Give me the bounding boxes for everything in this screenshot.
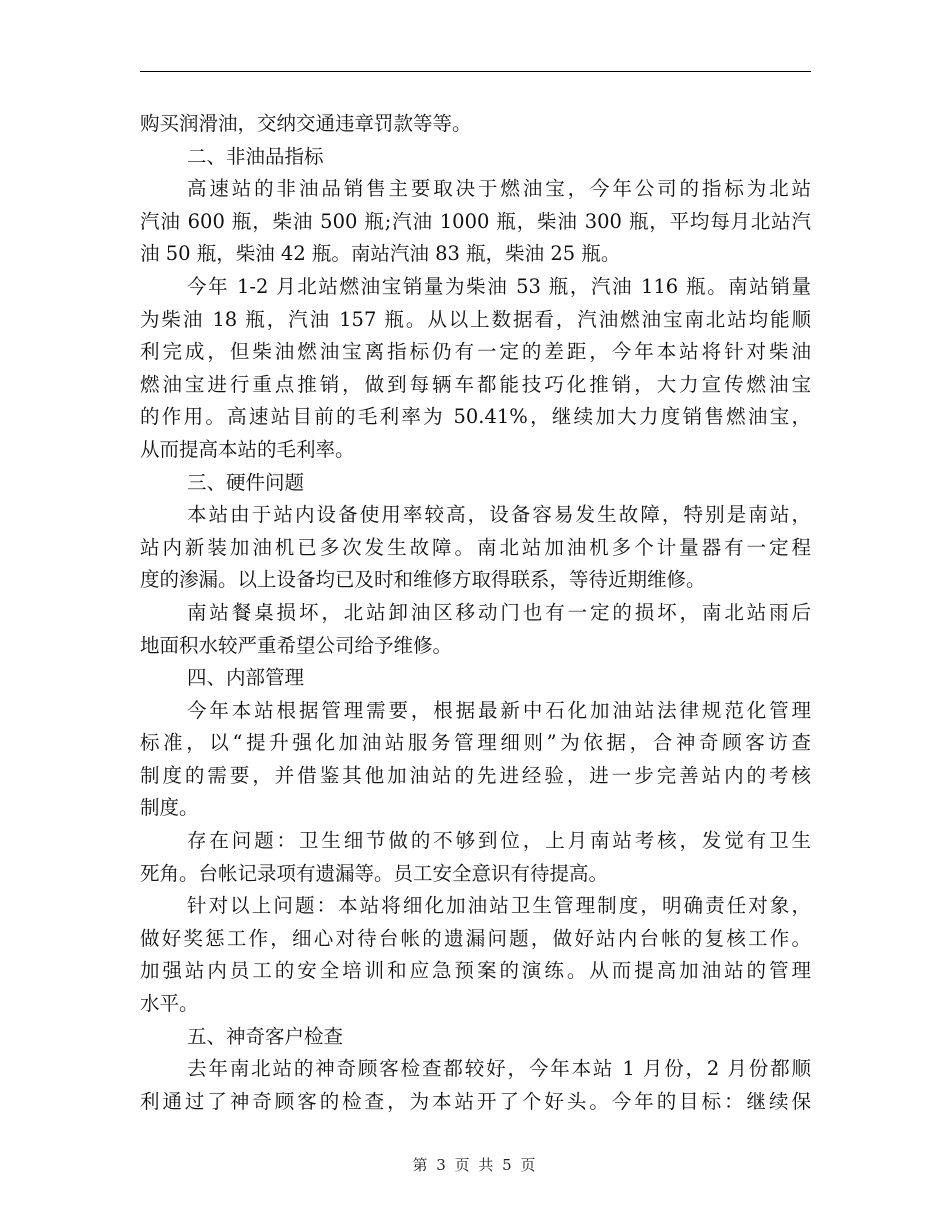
text-line: 针对以上问题：本站将细化加油站卫生管理制度，明确责任对象， (187, 894, 811, 918)
page-number: 第 3 页 共 5 页 (412, 1156, 538, 1174)
text-line: 利通过了神奇顾客的检查，为本站开了个好头。今年的目标：继续保 (140, 1089, 811, 1113)
text-line: 水平。 (140, 992, 199, 1016)
text-line: 去年南北站的神奇顾客检查都较好，今年本站 1 月份，2 月份都顺 (187, 1057, 811, 1081)
text-line: 度的渗漏。以上设备均已及时和维修方取得联系，等待近期维修。 (140, 568, 706, 592)
text-line: 地面积水较严重希望公司给予维修。 (140, 633, 453, 657)
text-line: 今年本站根据管理需要，根据最新中石化加油站法律规范化管理 (187, 698, 811, 722)
text-line: 做好奖惩工作，细心对待台帐的遗漏问题，做好站内台帐的复核工作。 (140, 926, 811, 950)
text-line: 今年 1-2 月北站燃油宝销量为柴油 53 瓶，汽油 116 瓶。南站销量 (187, 274, 811, 298)
text-line: 五、神奇客户检查 (187, 1024, 344, 1048)
text-line: 三、硬件问题 (187, 470, 305, 494)
text-line: 死角。台帐记录项有遗漏等。员工安全意识有待提高。 (140, 861, 609, 885)
text-line: 南站餐桌损坏，北站卸油区移动门也有一定的损坏，南北站雨后 (187, 600, 811, 624)
document-body (140, 108, 811, 1118)
text-line: 站内新装加油机已多次发生故障。南北站加油机多个计量器有一定程 (140, 535, 811, 559)
text-line: 燃油宝进行重点推销，做到每辆车都能技巧化推销，大力宣传燃油宝 (140, 372, 811, 396)
text-line: 的作用。高速站目前的毛利率为 50.41%，继续加大力度销售燃油宝， (140, 405, 811, 429)
text-line: 加强站内员工的安全培训和应急预案的演练。从而提高加油站的管理 (140, 959, 811, 983)
text-line: 制度。 (140, 796, 199, 820)
text-line: 从而提高本站的毛利率。 (140, 437, 355, 461)
text-line: 制度的需要，并借鉴其他加油站的先进经验，进一步完善站内的考核 (140, 763, 811, 787)
text-line: 购买润滑油，交纳交通违章罚款等等。 (140, 112, 472, 135)
text-line: 为柴油 18 瓶，汽油 157 瓶。从以上数据看，汽油燃油宝南北站均能顺 (140, 307, 811, 331)
text-line: 标准，以“提升强化加油站服务管理细则”为依据，合神奇顾客访查 (140, 731, 811, 755)
text-line: 四、内部管理 (187, 666, 305, 690)
text-line: 汽油 600 瓶，柴油 500 瓶;汽油 1000 瓶，柴油 300 瓶，平均每月北站汽 (140, 209, 811, 233)
text-line: 高速站的非油品销售主要取决于燃油宝，今年公司的指标为北站 (187, 177, 811, 201)
text-line: 二、非油品指标 (187, 144, 324, 168)
text-line: 存在问题：卫生细节做的不够到位，上月南站考核，发觉有卫生 (187, 829, 811, 853)
text-line: 利完成，但柴油燃油宝离指标仍有一定的差距，今年本站将针对柴油 (140, 340, 811, 364)
text-line: 油 50 瓶，柴油 42 瓶。南站汽油 83 瓶，柴油 25 瓶。 (140, 242, 621, 266)
text-line: 本站由于站内设备使用率较高，设备容易发生故障，特别是南站， (187, 503, 811, 527)
header-rule (140, 71, 811, 72)
